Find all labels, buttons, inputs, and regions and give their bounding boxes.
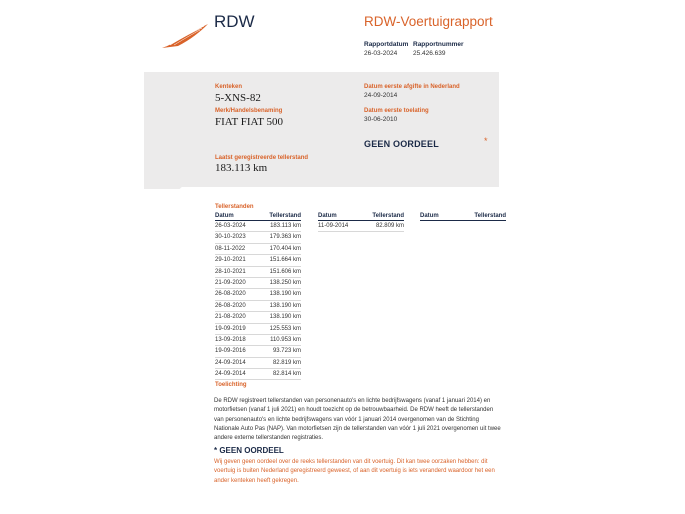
- table-row: [215, 221, 301, 232]
- table-header: [420, 213, 506, 221]
- kenteken-label: Kenteken: [215, 84, 243, 90]
- row-tellerstand: 125.553 km: [269, 325, 301, 332]
- table-header: [318, 213, 404, 221]
- tellerstanden-column-2: [318, 213, 404, 232]
- col-datum-header: Datum: [318, 213, 337, 219]
- table-row: [215, 289, 301, 300]
- row-datum: 19-09-2016: [215, 348, 246, 355]
- row-tellerstand: 138.250 km: [269, 279, 301, 286]
- tellerstanden-column-1: [215, 213, 301, 380]
- row-datum: 24-09-2014: [215, 371, 246, 378]
- row-tellerstand: 170.404 km: [269, 245, 301, 252]
- kenteken-value: 5-XNS-82: [215, 92, 261, 104]
- row-datum: 26-08-2020: [215, 291, 246, 298]
- row-datum: 08-11-2022: [215, 245, 246, 252]
- datum-eerste-afgifte-value: 24-09-2014: [364, 92, 398, 99]
- datum-eerste-toelating-value: 30-06-2010: [364, 116, 398, 123]
- row-datum: 19-09-2019: [215, 325, 246, 332]
- report-title: RDW-Voertuigrapport: [364, 14, 493, 29]
- row-datum: 29-10-2021: [215, 257, 246, 264]
- row-datum: 13-09-2018: [215, 336, 246, 343]
- toelichting-title: Toelichting: [215, 382, 247, 388]
- table-row: [215, 267, 301, 278]
- table-row: [215, 346, 301, 357]
- card-notch: [144, 183, 186, 189]
- row-datum: 21-09-2020: [215, 279, 246, 286]
- row-datum: 28-10-2021: [215, 268, 246, 275]
- table-row: [215, 301, 301, 312]
- row-datum: 21-08-2020: [215, 314, 246, 321]
- row-tellerstand: 151.606 km: [269, 268, 301, 275]
- toelichting-text: De RDW registreert tellerstanden van personenauto's en lichte bedrijfswagens (vanaf 1 januari 2014) en motorfietsen (vanaf 1 juli 2021) en houdt toezicht op de betrouwbaarheid. De RDW heeft de tellerstanden van personenauto's en lichte bedrijfswagens van vóór 1 januari 2014 overgenomen van de Stichting Nationale Auto Pas (NAP). Van motorfietsen zijn de tellerstanden van vóór 1 juli 2021 overgenomen uit twee andere externe tellerstanden registraties.: [214, 398, 501, 442]
- rapportnummer-value: 25.426.639: [413, 50, 446, 57]
- merk-value: FIAT FIAT 500: [215, 116, 284, 128]
- table-row: [215, 255, 301, 266]
- table-header: [215, 213, 301, 221]
- table-row: [215, 312, 301, 323]
- col-datum-header: Datum: [215, 213, 234, 219]
- tellerstanden-title: Tellerstanden: [215, 204, 254, 210]
- row-tellerstand: 151.664 km: [269, 257, 301, 264]
- row-datum: 30-10-2023: [215, 234, 246, 241]
- brand-name: RDW: [214, 12, 255, 31]
- col-datum-header: Datum: [420, 213, 439, 219]
- laatste-tellerstand-value: 183.113 km: [215, 162, 268, 174]
- table-body: [215, 221, 301, 380]
- verdict-asterisk: *: [484, 136, 488, 146]
- row-tellerstand: 179.363 km: [269, 234, 301, 241]
- rapportdatum-value: 26-03-2024: [364, 50, 398, 57]
- row-datum: 26-08-2020: [215, 302, 246, 309]
- table-row: [215, 244, 301, 255]
- row-tellerstand: 183.113 km: [270, 223, 301, 229]
- laatste-tellerstand-label: Laatst geregistreerde tellerstand: [215, 155, 309, 161]
- tellerstanden-column-3: [420, 213, 506, 221]
- row-tellerstand: 93.723 km: [272, 348, 301, 355]
- row-datum: 11-09-2014: [318, 223, 349, 229]
- col-tellerstand-header: Tellerstand: [269, 213, 301, 219]
- geen-oordeel-text: Wij geven geen oordeel over de reeks tellerstanden van dit voertuig. Dit kan twee oorzaken hebben: dit voertuig is buiten Nederland geregistreerd geweest, of aan dit voertuig is iets veranderd waardoor het een ander kenteken heeft gekregen.: [214, 459, 495, 484]
- rapportnummer-label: Rapportnummer: [413, 41, 464, 48]
- geen-oordeel-heading: * GEEN OORDEEL: [214, 446, 284, 455]
- merk-label: Merk/Handelsbenaming: [215, 108, 283, 114]
- table-row: [215, 335, 301, 346]
- table-row: [215, 278, 301, 289]
- datum-eerste-toelating-label: Datum eerste toelating: [364, 108, 429, 114]
- rdw-logo-icon: [160, 22, 210, 50]
- row-tellerstand: 138.190 km: [269, 302, 301, 309]
- row-datum: 24-09-2014: [215, 359, 246, 366]
- row-tellerstand: 82.809 km: [375, 223, 404, 229]
- table-row: [215, 369, 301, 380]
- row-tellerstand: 138.190 km: [269, 291, 301, 298]
- row-tellerstand: 82.814 km: [272, 371, 301, 378]
- table-row: [215, 358, 301, 369]
- table-row: [215, 324, 301, 335]
- col-tellerstand-header: Tellerstand: [474, 213, 506, 219]
- table-body: [318, 221, 404, 232]
- table-row: [318, 221, 404, 232]
- row-datum: 26-03-2024: [215, 223, 246, 229]
- row-tellerstand: 82.819 km: [272, 359, 301, 366]
- row-tellerstand: 110.953 km: [270, 336, 301, 343]
- datum-eerste-afgifte-label: Datum eerste afgifte in Nederland: [364, 84, 460, 90]
- rapportdatum-label: Rapportdatum: [364, 41, 409, 48]
- verdict-badge: GEEN OORDEEL: [364, 139, 439, 149]
- row-tellerstand: 138.190 km: [269, 314, 301, 321]
- table-row: [215, 232, 301, 243]
- col-tellerstand-header: Tellerstand: [372, 213, 404, 219]
